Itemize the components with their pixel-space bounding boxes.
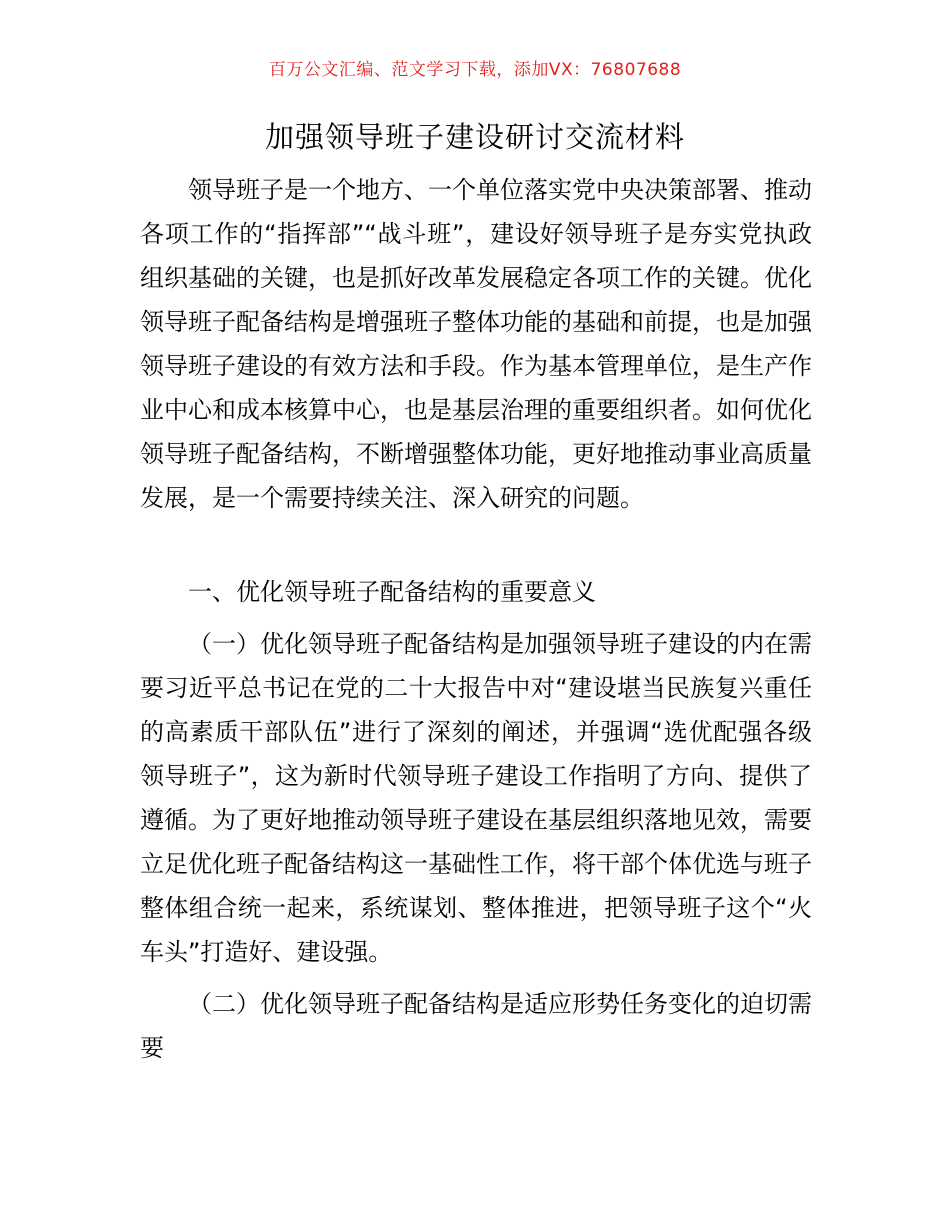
watermark-header: 百万公文汇编、范文学习下载，添加VX：76807688: [268, 60, 682, 80]
page-title: 加强领导班子建设研讨交流材料: [264, 120, 685, 154]
paragraph-intro: 领导班子是一个地方、一个单位落实党中央决策部署、推动各项工作的“指挥部”“战斗班”，建设好领导班子是夯实党执政组织基础的关键，也是抓好改革发展稳定各项工作的关键。优化领导班子配备结构是增强班子整体功能的基础和前提，也是加强领导班子建设的有效方法和手段。作为基本管理单位，是生产作业中心和成本核算中心，也是基层治理的重要组织者。如何优化领导班子配备结构，不断增强整体功能，更好地推动事业高质量发展，是一个需要持续关注、深入研究的问题。: [140, 176, 812, 512]
section-heading-1: 一、优化领导班子配备结构的重要意义: [188, 578, 596, 606]
paragraph-subsection-1: （一）优化领导班子配备结构是加强领导班子建设的内在需要习近平总书记在党的二十大报告中对“建设堪当民族复兴重任的高素质干部队伍”进行了深刻的阐述，并强调“选优配强各级领导班子”，这为新时代领导班子建设工作指明了方向、提供了遵循。为了更好地推动领导班子建设在基层组织落地见效，需要立足优化班子配备结构这一基础性工作，将干部个体优选与班子整体组合统一起来，系统谋划、整体推进，把领导班子这个“火车头”打造好、建设强。: [140, 630, 812, 966]
paragraph-subsection-2: （二）优化领导班子配备结构是适应形势任务变化的迫切需要: [140, 990, 812, 1062]
